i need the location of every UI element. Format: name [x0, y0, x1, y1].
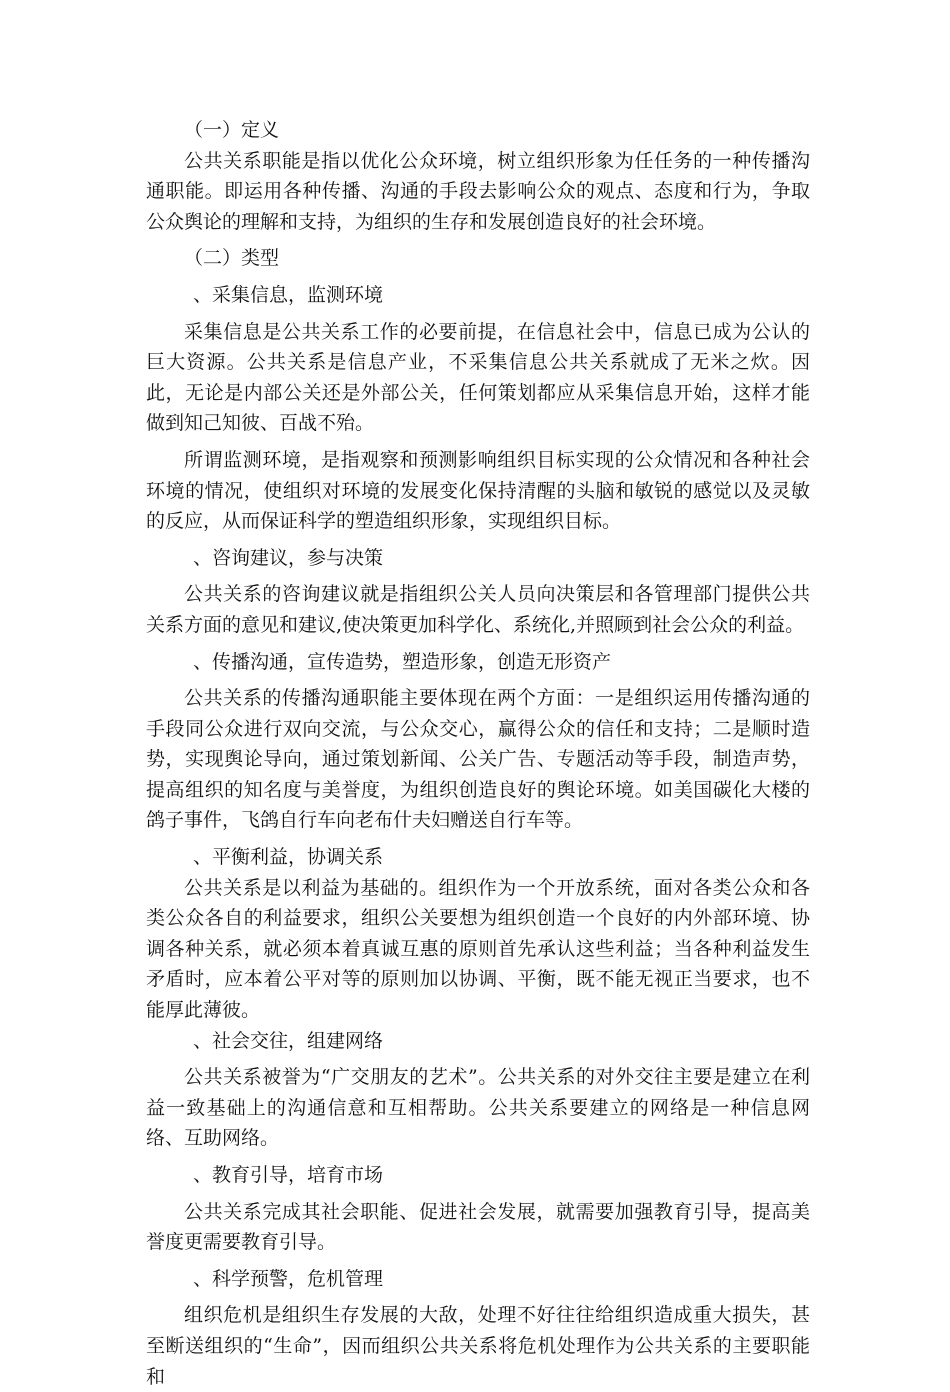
paragraph: 所谓监测环境，是指观察和预测影响组织目标实现的公众情况和各种社会环境的情况，使组织对环境的发展变化保持清醒的头脑和敏锐的感觉以及灵敏的反应，从而保证科学的塑造组织形象，实现组织目标。 — [146, 448, 810, 533]
subsection-heading: 、传播沟通，宣传造势，塑造形象，创造无形资产 — [193, 650, 612, 673]
subsection-heading: 、科学预警，危机管理 — [193, 1267, 384, 1290]
subsection-heading: 、平衡利益，协调关系 — [193, 846, 384, 869]
subsection-heading: 、咨询建议，参与决策 — [193, 546, 384, 569]
subsection-heading: 、教育引导，培育市场 — [193, 1164, 384, 1186]
section-heading: （二）类型 — [184, 247, 280, 270]
subsection-heading: 、采集信息，监测环境 — [193, 283, 384, 306]
paragraph: 公共关系被誉为“广交朋友的艺术”。公共关系的对外交往主要是建立在利益一致基础上的沟通信意和互相帮助。公共关系要建立的网络是一种信息网络、互助网络。 — [146, 1066, 810, 1150]
paragraph: 公共关系是以利益为基础的。组织作为一个开放系统，面对各类公众和各类公众各自的利益要求，组织公关要想为组织创造一个良好的内外部环境、协调各种关系，就必须本着真诚互惠的原则首先承认这些利益；当各种利益发生矛盾时，应本着公平对等的原则加以协调、平衡，既不能无视正当要求，也不能厚此薄彼。 — [146, 876, 810, 1022]
paragraph: 公共关系完成其社会职能、促进社会发展，就需要加强教育引导，提高美誉度更需要教育引导。 — [146, 1200, 810, 1254]
subsection-heading: 、社会交往，组建网络 — [193, 1029, 384, 1052]
section-heading: （一）定义 — [184, 119, 280, 141]
paragraph: 公共关系的传播沟通职能主要体现在两个方面：一是组织运用传播沟通的手段同公众进行双向交流，与公众交心，赢得公众的信任和支持；二是顺时造势，实现舆论导向，通过策划新闻、公关广告、专题活动等手段，制造声势，提高组织的知名度与美誉度，为组织创造良好的舆论环境。如美国碳化大楼的鸽子事件，飞鸽自行车向老布什夫妇赠送自行车等。 — [146, 687, 810, 832]
paragraph: 公共关系职能是指以优化公众环境，树立组织形象为任任务的一种传播沟通职能。即运用各种传播、沟通的手段去影响公众的观点、态度和行为，争取公众舆论的理解和支持，为组织的生存和发展创造良好的社会环境。 — [146, 149, 810, 233]
document-body — [146, 115, 810, 1392]
paragraph: 采集信息是公共关系工作的必要前提，在信息社会中，信息已成为公认的巨大资源。公共关系是信息产业，不采集信息公共关系就成了无米之炊。因此，无论是内部公关还是外部公关，任何策划都应从采集信息开始，这样才能做到知己知彼、百战不殆。 — [146, 320, 810, 435]
paragraph: 公共关系的咨询建议就是指组织公关人员向决策层和各管理部门提供公共关系方面的意见和建议,使决策更加科学化、系统化,并照顾到社会公众的利益。 — [146, 583, 810, 636]
paragraph: 组织危机是组织生存发展的大敌，处理不好往往给组织造成重大损失，甚至断送组织的“生命”，因而组织公共关系将危机处理作为公共关系的主要职能和 — [146, 1304, 810, 1388]
